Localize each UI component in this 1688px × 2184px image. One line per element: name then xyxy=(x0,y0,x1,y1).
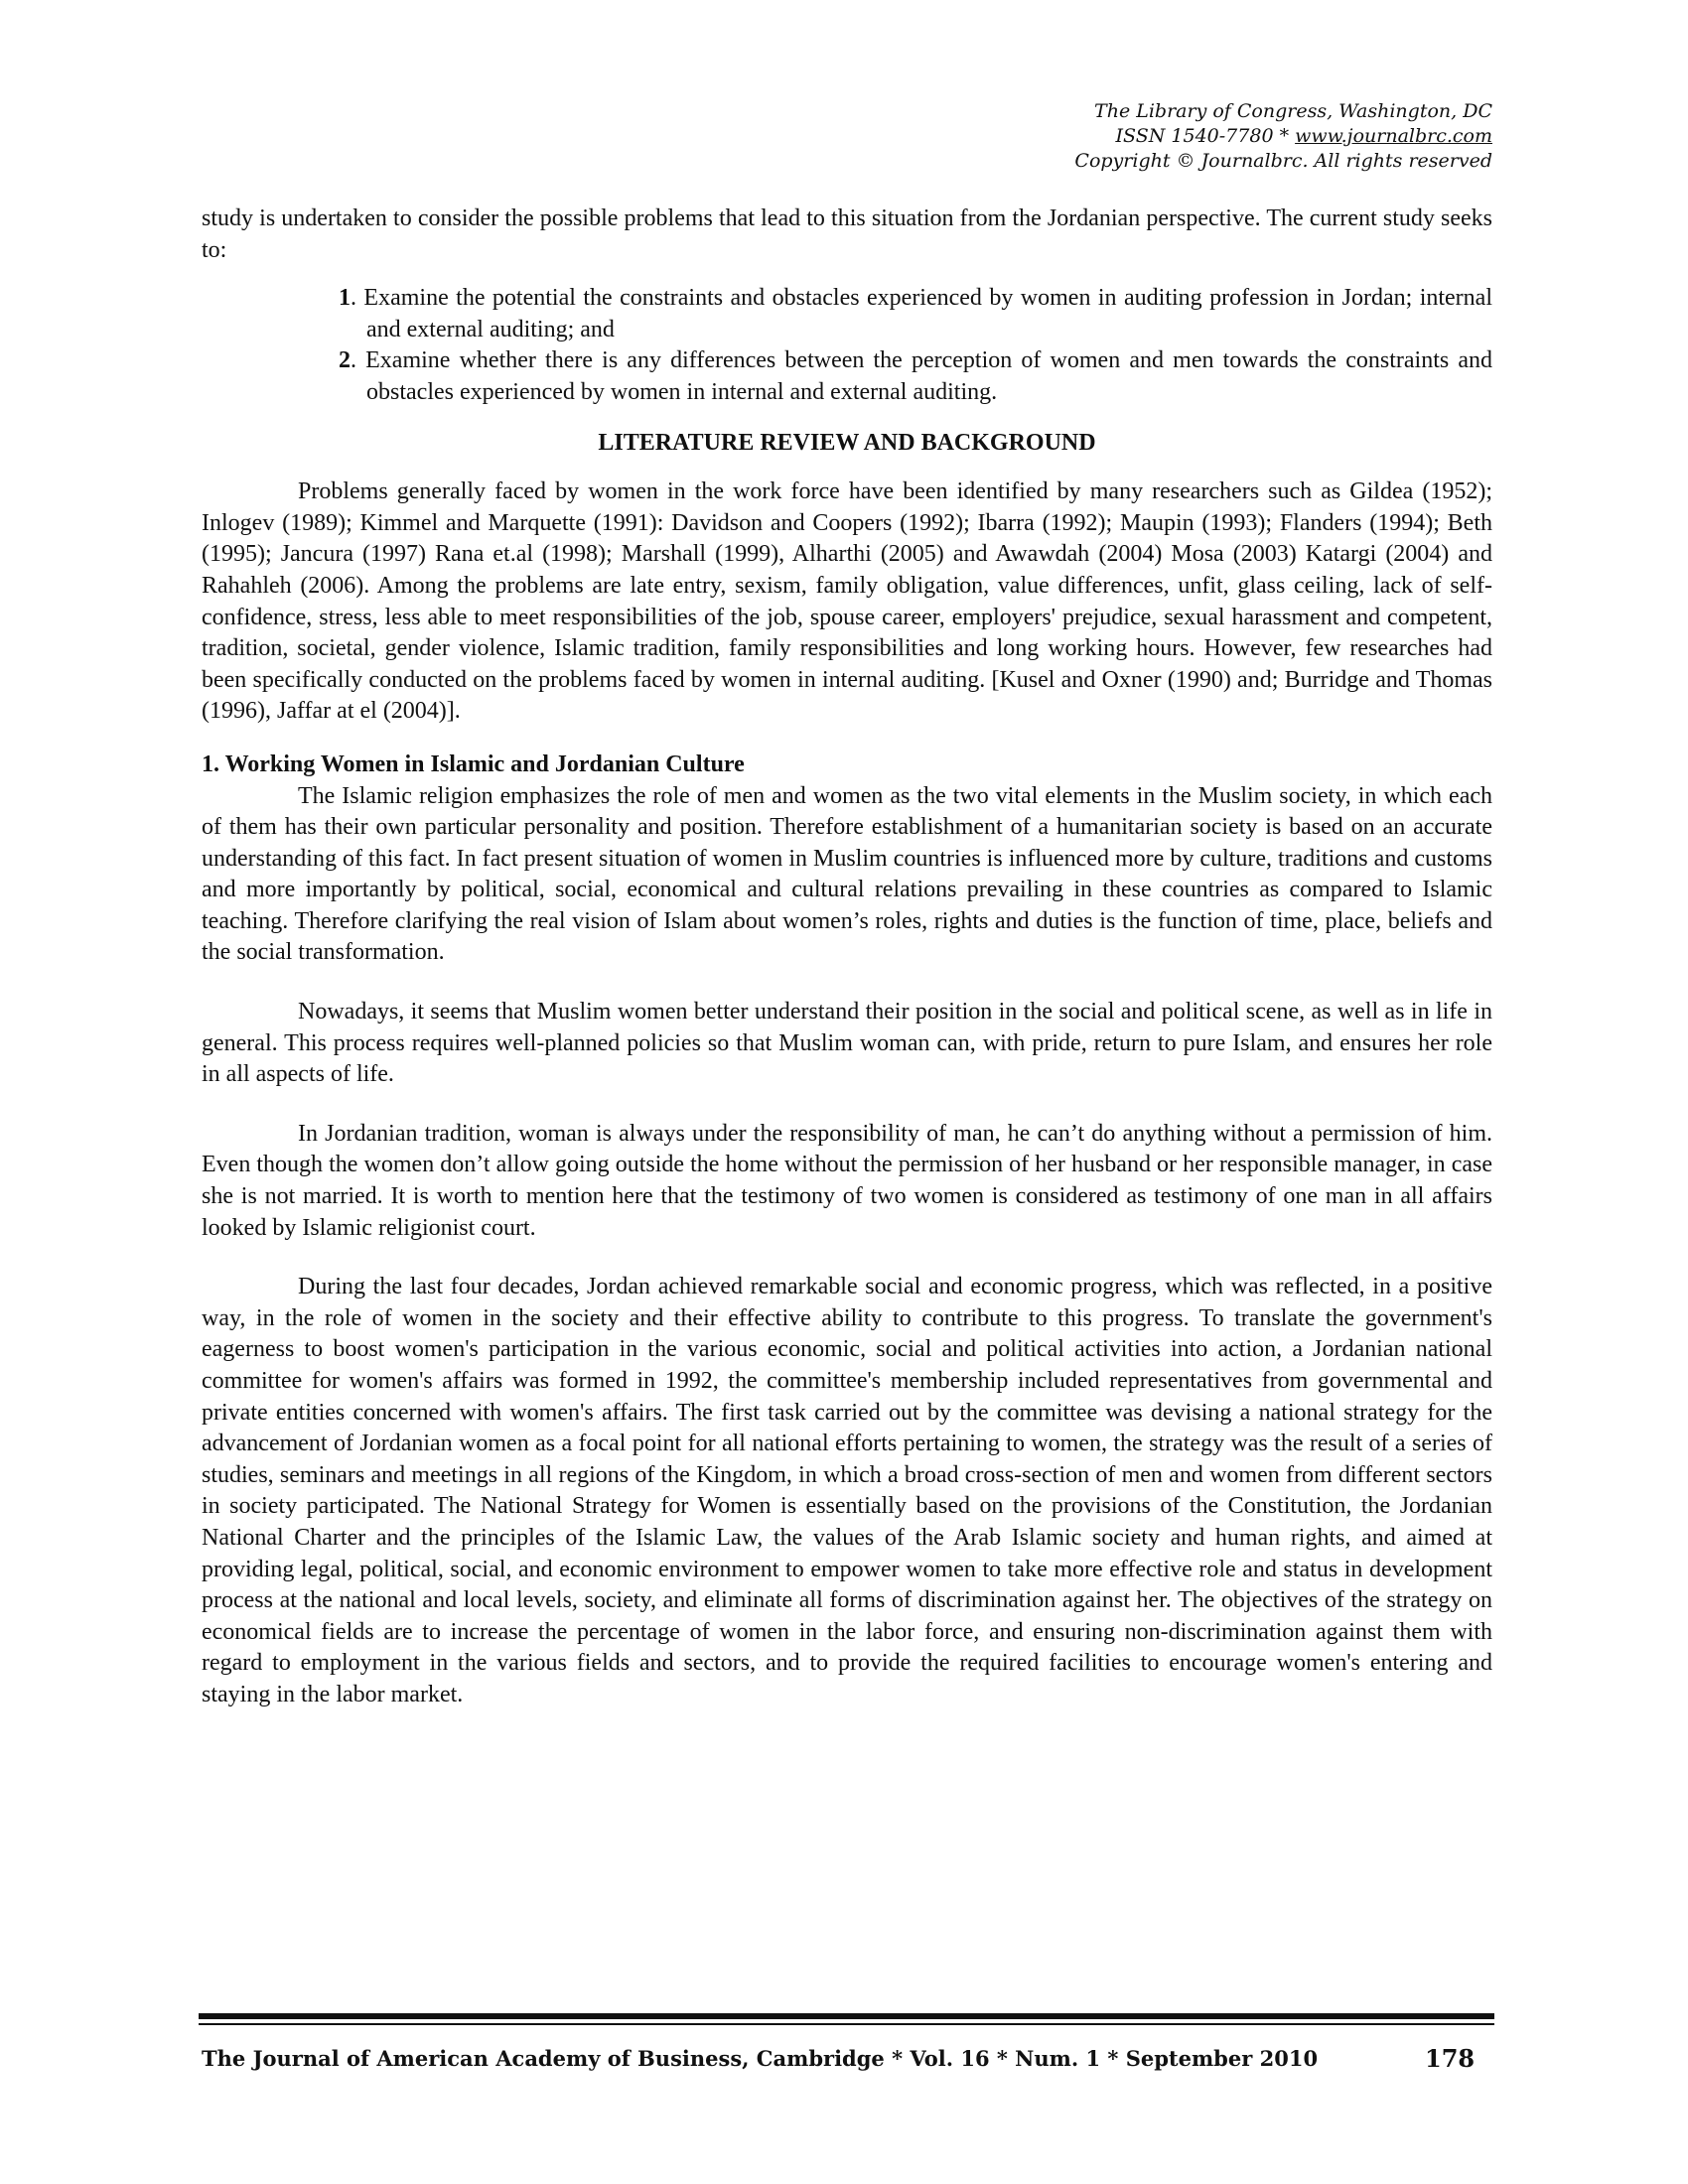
objective-number: 1 xyxy=(339,285,351,312)
header-copyright-line: Copyright © Journalbrc. All rights reserved xyxy=(1074,150,1492,172)
section-heading: LITERATURE REVIEW AND BACKGROUND xyxy=(598,429,1096,456)
header-library-line: The Library of Congress, Washington, DC xyxy=(1094,100,1492,122)
footer-journal-citation: The Journal of American Academy of Business, Cambridge * Vol. 16 * Num. 1 * September 2010 xyxy=(202,2046,1319,2071)
objective-item xyxy=(339,283,1492,345)
objective-item xyxy=(339,345,1492,408)
header-issn-line xyxy=(797,124,1492,149)
objective-number: 2 xyxy=(339,347,351,374)
intro-paragraph: study is undertaken to consider the possible problems that lead to this situation from the Jordanian perspective. The current study seeks to: xyxy=(202,205,1492,263)
article-body xyxy=(202,204,1492,1711)
body-paragraph: In Jordanian tradition, woman is always under the responsibility of man, he can’t do anything without a permission of him. Even though the women don’t allow going outside the home without the permission of her husband or her responsible manager, in case she is not married. It is worth to mention here that the testimony of two women is considered as testimony of one man in all affairs looked by Islamic religionist court. xyxy=(202,1120,1492,1241)
subsection-heading: 1. Working Women in Islamic and Jordanian Culture xyxy=(202,751,745,777)
running-header xyxy=(797,99,1492,174)
objective-text: . Examine whether there is any differences between the perception of women and men towards the constraints and obstacles experienced by women in internal and external auditing. xyxy=(351,347,1492,405)
paragraph-gap xyxy=(202,969,1492,997)
footer-rule-thin xyxy=(199,2023,1494,2025)
footer-rule-thick xyxy=(199,2013,1494,2019)
objectives-list xyxy=(202,283,1492,408)
journal-website-link[interactable]: www.journalbrc.com xyxy=(1295,125,1492,147)
paragraph-gap xyxy=(202,1244,1492,1272)
paragraph-gap xyxy=(202,1091,1492,1119)
body-paragraph: The Islamic religion emphasizes the role of men and women as the two vital elements in the Muslim society, in which each of them has their own particular personality and position. Therefore establishment of a humanitarian society is based on an accurate understanding of this fact. In fact present situation of women in Muslim countries is influenced more by culture, traditions and customs and more importantly by political, social, economical and cultural relations prevailing in these countries as compared to Islamic teaching. Therefore clarifying the real vision of Islam about women’s roles, rights and duties is the function of time, place, beliefs and the social transformation. xyxy=(202,782,1492,966)
page-number: 178 xyxy=(1425,2044,1476,2073)
body-paragraph: During the last four decades, Jordan achieved remarkable social and economic progress, which was reflected, in a positive way, in the role of women in the society and their effective ability to contribute to this progress. To translate the government's eagerness to boost women's participation in the various economic, social and political activities into action, a Jordanian national committee for women's affairs was formed in 1992, the committee's membership included representatives from governmental and private entities concerned with women's affairs. The first task carried out by the committee was devising a national strategy for the advancement of Jordanian women as a focal point for all national efforts pertaining to women, the strategy was the result of a series of studies, seminars and meetings in all regions of the Kingdom, in which a broad cross-section of men and women from different sectors in society participated. The National Strategy for Women is essentially based on the provisions of the Constitution, the Jordanian National Charter and the principles of the Islamic Law, the values of the Arab Islamic society and human rights, and aimed at providing legal, political, social, and economic environment to empower women to take more effective role and status in development process at the national and local levels, society, and eliminate all forms of discrimination against her. The objectives of the strategy on economical fields are to increase the percentage of women in the labor force, and ensuring non-discrimination against them with regard to employment in the various fields and sectors, and to provide the required facilities to encourage women's entering and staying in the labor market. xyxy=(202,1274,1492,1707)
header-issn: ISSN 1540-7780 * xyxy=(1115,125,1296,147)
literature-paragraph: Problems generally faced by women in the work force have been identified by many researchers such as Gildea (1952); Inlogev (1989); Kimmel and Marquette (1991): Davidson and Coopers (1992); Ibarra (1992); Maupin (1993); Flanders (1994); Beth (1995); Jancura (1997) Rana et.al (1998); Marshall (1999), Alharthi (2005) and Awawdah (2004) Mosa (2003) Katargi (2004) and Rahahleh (2006). Among the problems are late entry, sexism, family obligation, value differences, unfit, glass ceiling, lack of self-confidence, stress, less able to meet responsibilities of the job, spouse career, employers' prejudice, sexual harassment and competent, tradition, societal, gender violence, Islamic tradition, family responsibilities and long working hours. However, few researches had been specifically conducted on the problems faced by women in internal auditing. [Kusel and Oxner (1990) and; Burridge and Thomas (1996), Jaffar at el (2004)]. xyxy=(202,478,1492,725)
objective-text: . Examine the potential the constraints and obstacles experienced by women in auditing profession in Jordan; internal and external auditing; and xyxy=(351,285,1492,342)
body-paragraph: Nowadays, it seems that Muslim women better understand their position in the social and political scene, as well as in life in general. This process requires well-planned policies so that Muslim woman can, with pride, return to pure Islam, and ensures her role in all aspects of life. xyxy=(202,999,1492,1088)
